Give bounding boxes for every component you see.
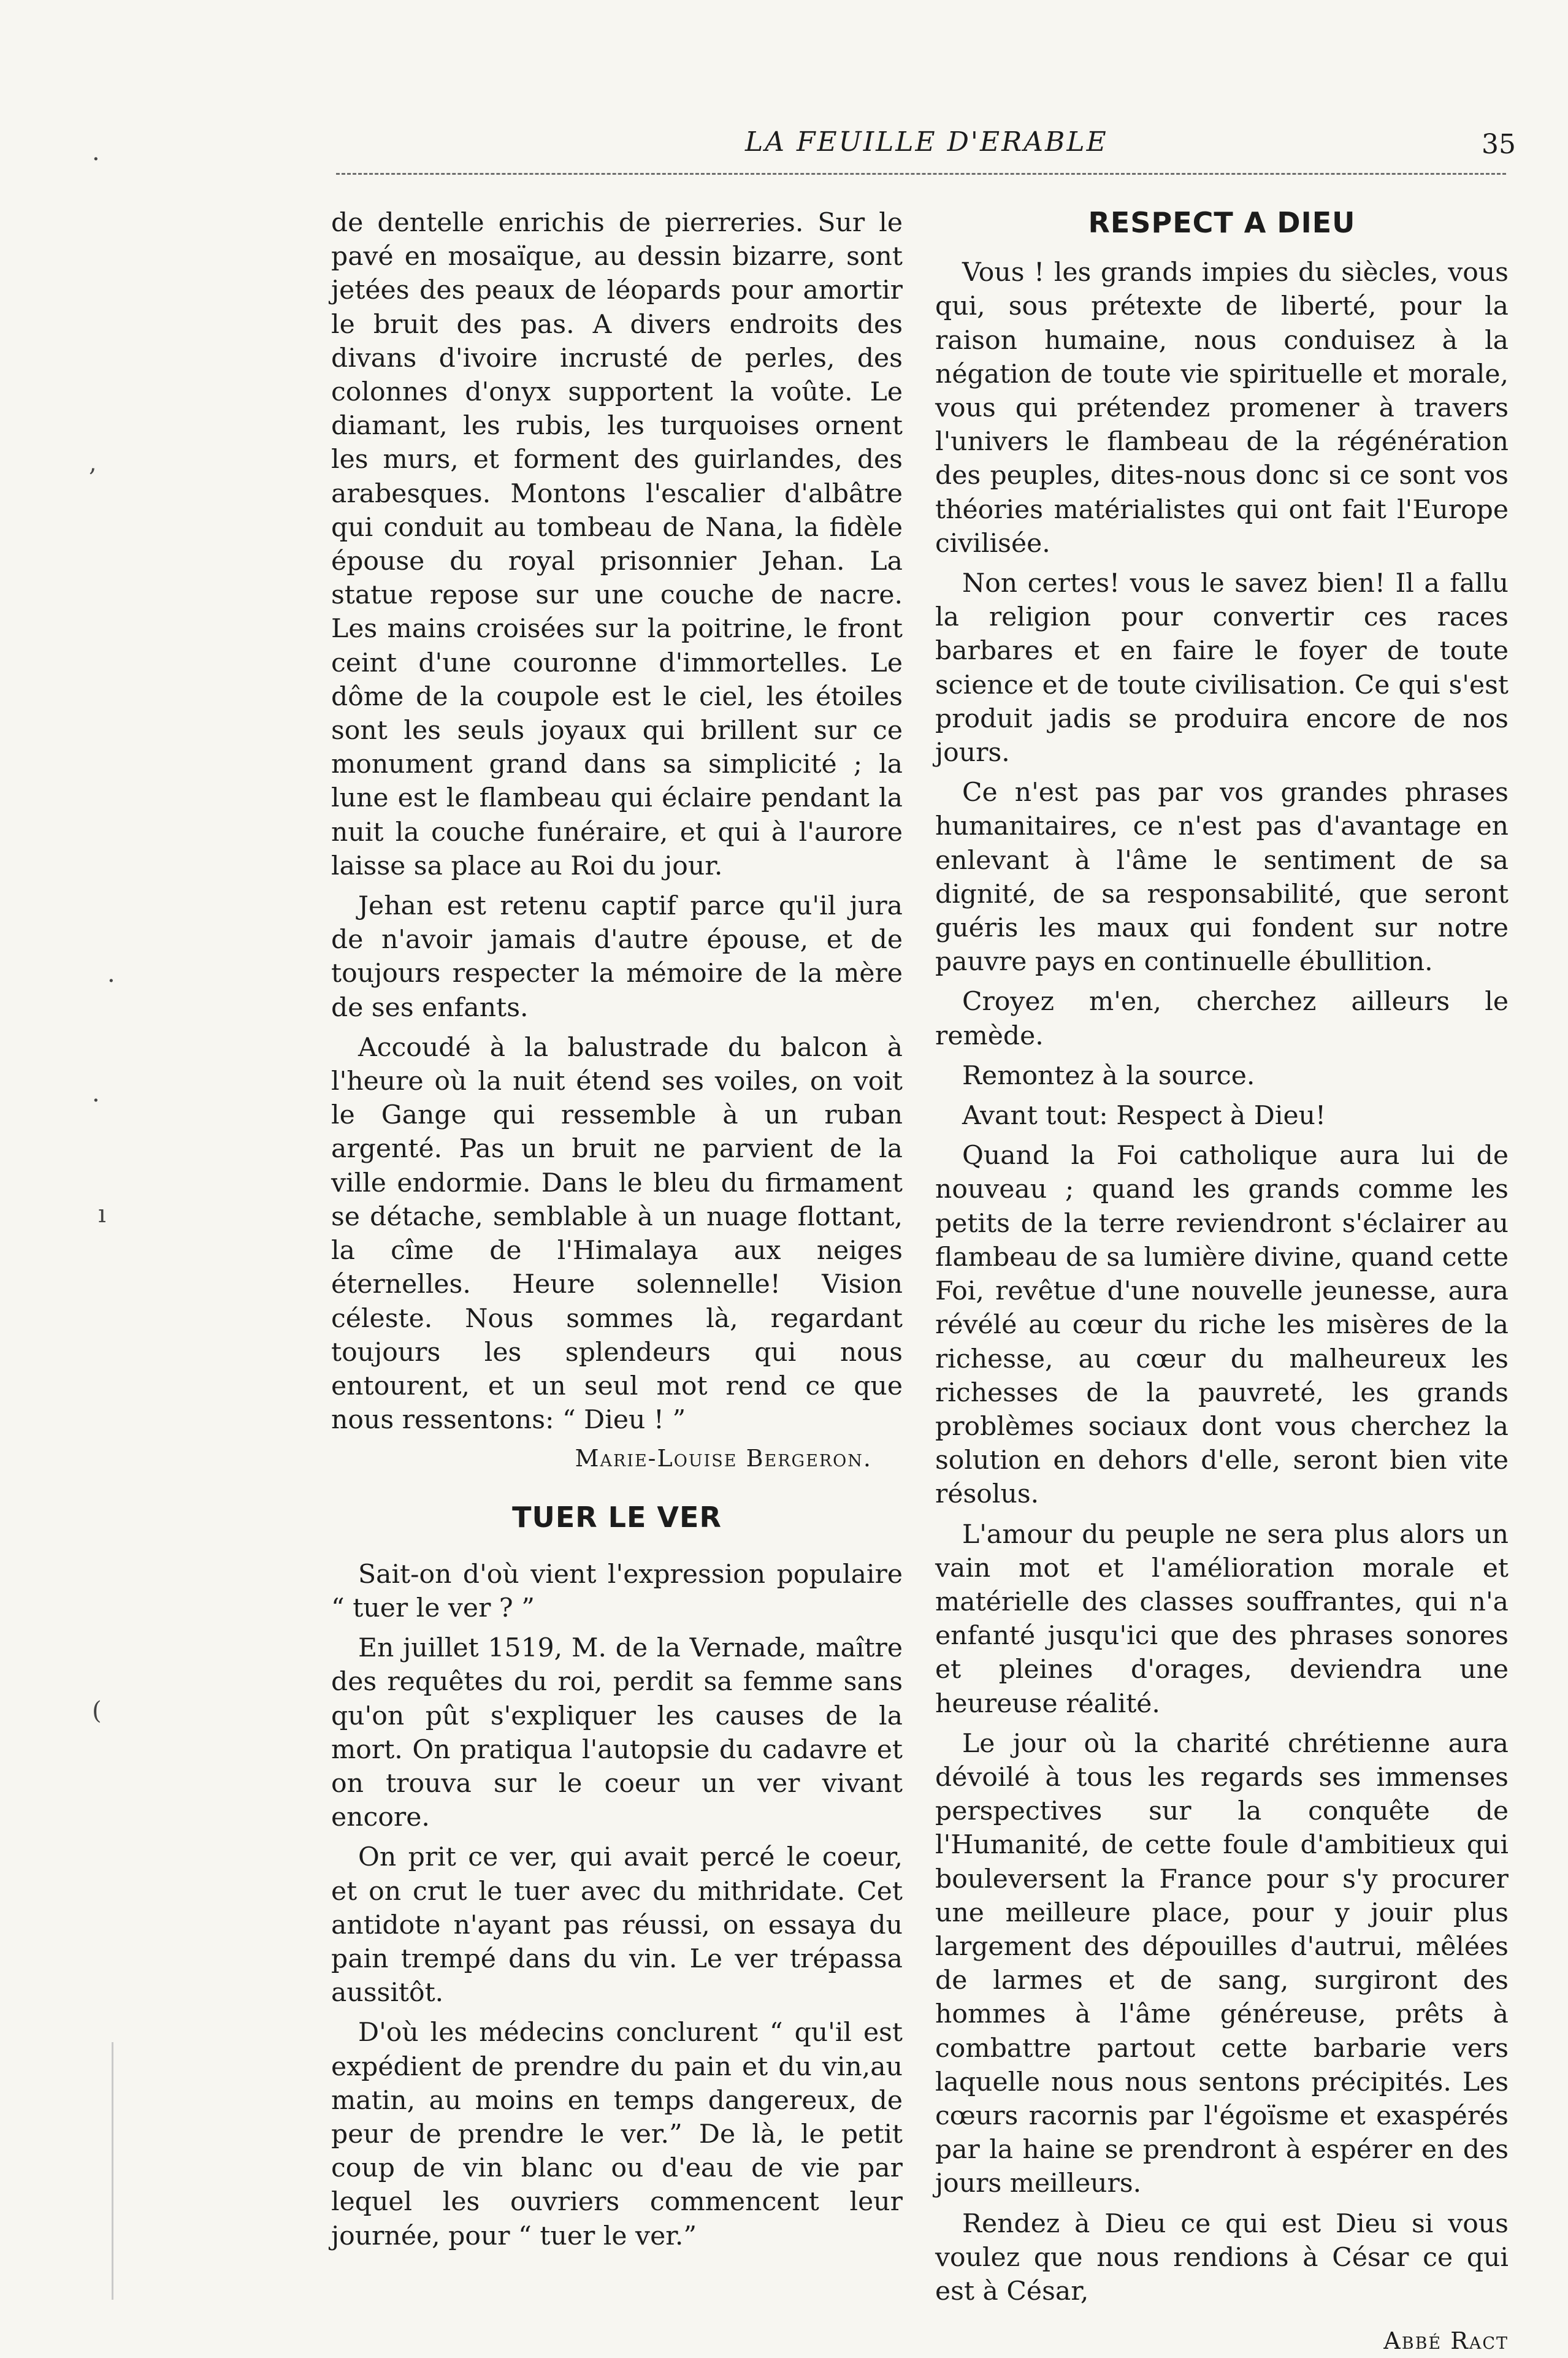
margin-speck: · bbox=[92, 145, 100, 174]
article-heading: RESPECT A DIEU bbox=[1088, 206, 1356, 239]
scan-edge-line bbox=[112, 2042, 113, 2300]
paragraph: Accoudé à la balustrade du balcon à l'heure où la nuit étend ses voiles, on voit le Gange qui ressemble à un ruban argenté. Pas un bruit ne parvient de la ville endormie. Dans le bleu du firmament se détache, semblable à un nuage flottant, la cîme de l'Himalaya aux neiges éternelles. Heure solennelle! Vision céleste. Nous sommes là, regardant toujours les splendeurs qui nous entourent, et un seul mot rend ce que nous ressentons: “ Dieu ! ” bbox=[331, 1032, 903, 1436]
paragraph: L'amour du peuple ne sera plus alors un vain mot et l'amélioration morale et matérielle des classes souffrantes, qui n'a enfanté jusqu'ici que des phrases sonores et pleines d'orages, deviendra une heureuse réalité. bbox=[935, 1519, 1509, 1719]
paragraph: Quand la Foi catholique aura lui de nouveau ; quand les grands comme les petits de la terre reviendront s'éclairer au flambeau de sa lumière divine, quand cette Foi, revêtue d'une nouvelle jeunesse, aura révélé au cœur du riche les misères de la richesse, au cœur du malheureux les richesses de la pauvreté, les grands problèmes sociaux dont vous cherchez la solution en dehors d'elle, seront bien vite résolus. bbox=[935, 1141, 1509, 1510]
paragraph: Remontez à la source. bbox=[962, 1060, 1255, 1091]
paragraph: En juillet 1519, M. de la Vernade, maître des requêtes du roi, perdit sa femme sans qu'on pût s'expliquer les causes de la mort. On pratiqua l'autopsie du cadavre et on trouva sur le coeur un ver vivant encore. bbox=[331, 1633, 903, 1833]
header-rule bbox=[336, 173, 1506, 175]
paragraph: Jehan est retenu captif parce qu'il jura de n'avoir jamais d'autre épouse, et de toujours respecter la mémoire de la mère de ses enfants. bbox=[331, 891, 903, 1023]
paragraph: de dentelle enrichis de pierreries. Sur le pavé en mosaïque, au dessin bizarre, sont jetées des peaux de léopards pour amortir le bruit des pas. A divers endroits des divans d'ivoire incrusté de perles, des colonnes d'onyx supportent la voûte. Le diamant, les rubis, les turquoises ornent les murs, et forment des guirlandes, des arabesques. Montons l'escalier d'albâtre qui conduit au tombeau de Nana, la fidèle épouse du royal prisonnier Jehan. La statue repose sur une couche de nacre. Les mains croisées sur la poitrine, le front ceint d'une couronne d'immortelles. Le dôme de la coupole est le ciel, les étoiles sont les seuls joyaux qui brillent sur ce monument grand dans sa simplicité ; la lune est le flambeau qui éclaire pendant la nuit la couche funéraire, et qui à l'aurore laisse sa place au Roi du jour. bbox=[331, 208, 903, 881]
margin-speck: ı bbox=[98, 1200, 106, 1228]
margin-speck: · bbox=[107, 967, 115, 995]
margin-speck: · bbox=[92, 1087, 100, 1115]
margin-speck: , bbox=[89, 449, 97, 477]
paragraph: Sait-on d'où vient l'expression populaire “ tuer le ver ? ” bbox=[331, 1559, 903, 1623]
paragraph: Vous ! les grands impies du siècles, vous qui, sous prétexte de liberté, pour la raison humaine, nous conduisez à la négation de toute vie spirituelle et morale, vous qui prétendez promener à travers l'univers le flambeau de la régénération des peuples, dites-nous donc si ce sont vos théories matérialistes qui ont fait l'Europe civilisée. bbox=[935, 258, 1509, 559]
margin-speck: ( bbox=[92, 1697, 102, 1725]
paragraph: Croyez m'en, cherchez ailleurs le remède. bbox=[935, 987, 1509, 1051]
article-heading: TUER LE VER bbox=[512, 1500, 722, 1534]
paragraph: D'où les médecins conclurent “ qu'il est expédient de prendre du pain et du vin,au matin, au moins en temps dangereux, de peur de prendre le ver.” De là, le petit coup de vin blanc ou d'eau de vie par lequel les ouvriers commencent leur journée, pour “ tuer le ver.” bbox=[331, 2018, 903, 2251]
paragraph: Rendez à Dieu ce qui est Dieu si vous voulez que nous rendions à César ce qui est à César, bbox=[935, 2208, 1509, 2306]
paragraph: Non certes! vous le savez bien! Il a fallu la religion pour convertir ces races barbares et en faire le foyer de toute science et de toute civilisation. Ce qui s'est produit jadis se produira encore de nos jours. bbox=[935, 568, 1509, 768]
right-column bbox=[935, 206, 1509, 2358]
author-signature: Abbé Ract bbox=[1383, 2327, 1509, 2355]
left-column bbox=[331, 206, 903, 2259]
paragraph: On prit ce ver, qui avait percé le coeur, et on crut le tuer avec du mithridate. Cet antidote n'ayant pas réussi, on essaya du pain trempé dans du vin. Le ver trépassa aussitôt. bbox=[331, 1842, 903, 2008]
paragraph: Le jour où la charité chrétienne aura dévoilé à tous les regards ses immenses perspectives sur la conquête de l'Humanité, de cette foule d'ambitieux qui bouleversent la France pour s'y procurer une meilleure place, pour y jouir plus largement des dépouilles d'autrui, mêlées de larmes et de sang, surgiront des hommes à l'âme généreuse, prêts à combattre partout cette barbarie vers laquelle nous nous sentons précipités. Les cœurs racornis par l'égoïsme et exaspérés par la haine se prendront à espérer en des jours meilleurs. bbox=[935, 1728, 1509, 2199]
running-title: LA FEUILLE D'ERABLE bbox=[745, 126, 1108, 158]
paragraph: Ce n'est pas par vos grandes phrases humanitaires, ce n'est pas d'avantage en enlevant à l'âme le sentiment de sa dignité, de sa responsabilité, que seront guéris les maux qui fondent sur notre pauvre pays en continuelle ébullition. bbox=[935, 778, 1509, 978]
page-number: 35 bbox=[1482, 129, 1516, 160]
paragraph: Avant tout: Respect à Dieu! bbox=[962, 1101, 1326, 1131]
author-signature: Marie-Louise Bergeron. bbox=[575, 1445, 872, 1472]
